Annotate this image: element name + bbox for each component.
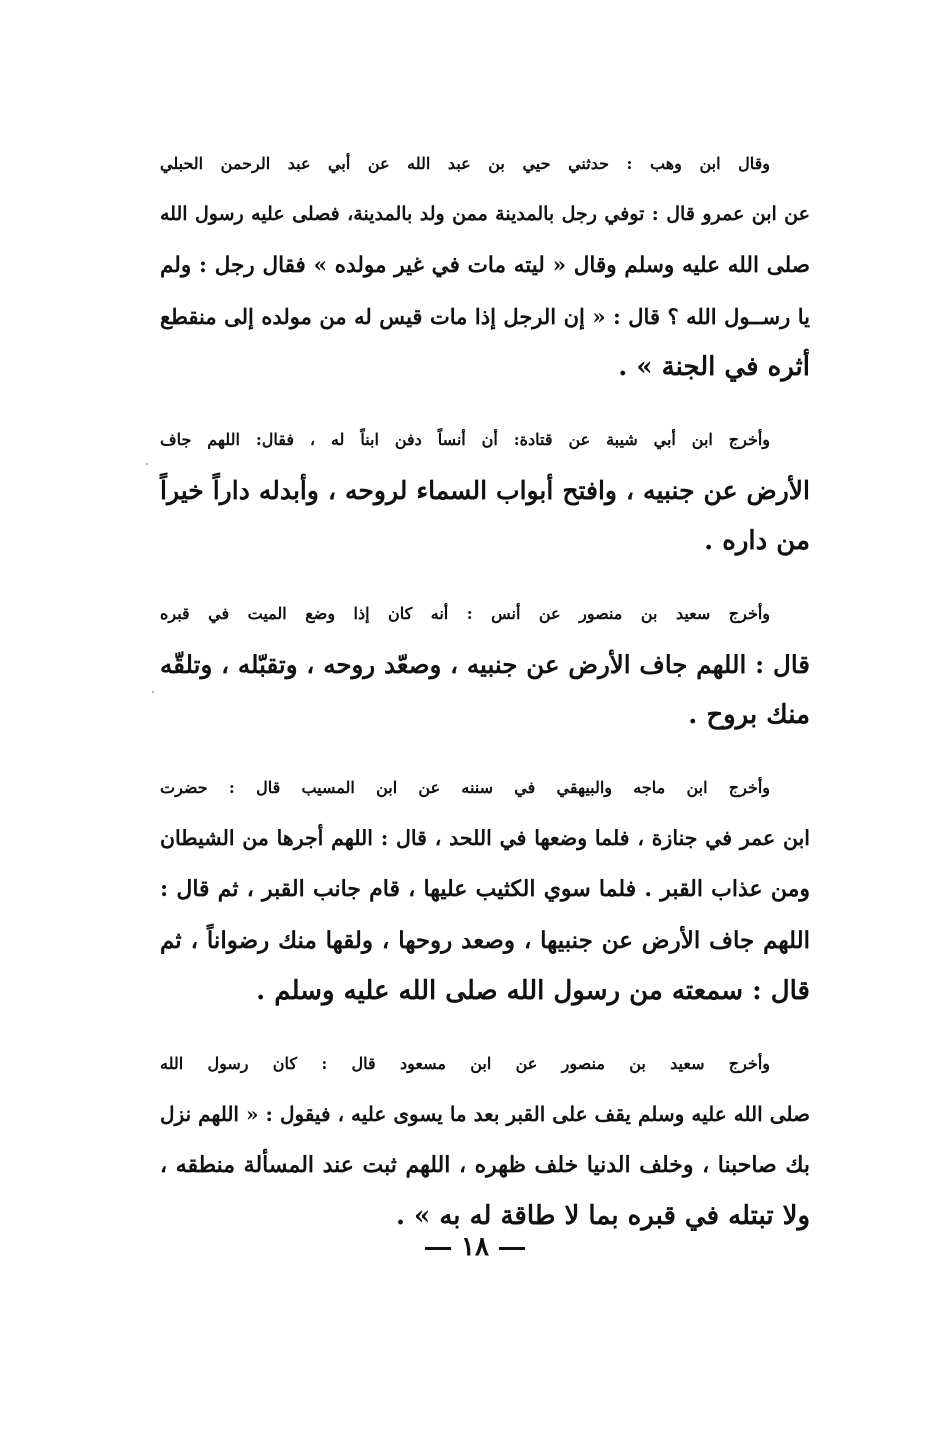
left-dash — [499, 1247, 525, 1250]
text-line: بك صاحبنا ، وخلف الدنيا خلف ظهره ، اللهم ثبت عند المسألة منطقه ، — [160, 1152, 810, 1178]
text-line: ولا تبتله في قبره بما لا طاقة له به » . — [395, 1201, 810, 1231]
text-line: قال : اللهم جاف الأرض عن جنبيه ، وصعّد روحه ، وتقبّله ، وتلقّه — [160, 650, 810, 679]
text-line: قال : سمعته من رسول الله صلى الله عليه وسلم . — [256, 976, 810, 1006]
text-line: يا رســول الله ؟ قال : « إن الرجل إذا مات قيس له من مولده إلى منقطع — [160, 304, 810, 329]
scan-speck — [146, 463, 148, 465]
page-number — [0, 1232, 950, 1262]
text-line: منك بروح . — [688, 700, 810, 730]
paragraph-3 — [160, 588, 810, 741]
text-line: ومن عذاب القبر . فلما سوي الكثيب عليها ، قام جانب القبر ، ثم قال : — [160, 876, 810, 902]
text-line: صلى الله عليه وسلم يقف على القبر بعد ما يسوى عليه ، فيقول : « اللهم نزل — [160, 1102, 810, 1126]
text-line: ابن عمر في جنازة ، فلما وضعها في اللحد ، قال : اللهم أجرها من الشيطان — [160, 826, 810, 850]
text-line: الأرض عن جنبيه ، وافتح أبواب السماء لروحه ، وأبدله داراً خيراً — [160, 476, 810, 505]
paragraph-1 — [160, 138, 810, 393]
text-line: وأخرج سعيد بن منصور عن أنس : أنه كان إذا وضع الميت في قبره — [160, 604, 771, 623]
text-line: عن ابن عمرو قال : توفي رجل بالمدينة ممن ولد بالمدينة، فصلى عليه رسول الله — [160, 203, 810, 225]
text-line: أثره في الجنة » . — [618, 352, 810, 382]
paragraph-4 — [160, 762, 810, 1017]
text-line: اللهم جاف الأرض عن جنبيها ، وصعد روحها ، ولقها منك رضواناً ، ثم — [160, 927, 810, 954]
paragraph-5 — [160, 1038, 810, 1242]
text-line: وأخرج ابن ماجه والبيهقي في سننه عن ابن المسيب قال : حضرت — [160, 778, 770, 797]
page-number-value: ١٨ — [461, 1232, 489, 1262]
text-line: وأخرج سعيد بن منصور عن ابن مسعود قال : كان رسول الله — [160, 1054, 770, 1073]
text-line: من داره . — [704, 526, 810, 556]
paragraph-2 — [160, 414, 810, 567]
text-line: وقال ابن وهب : حدثني حيي بن عبد الله عن أبي عبد الرحمن الحبلي — [160, 154, 770, 173]
text-line: وأخرج ابن أبي شيبة عن قتادة: أن أنساً دفن ابناً له ، فقال: اللهم جاف — [160, 430, 770, 449]
page-body-text — [160, 138, 810, 1263]
scan-speck — [152, 691, 154, 693]
text-line: صلى الله عليه وسلم وقال « ليته مات في غير مولده » فقال رجل : ولم — [160, 253, 810, 278]
right-dash — [425, 1247, 451, 1250]
